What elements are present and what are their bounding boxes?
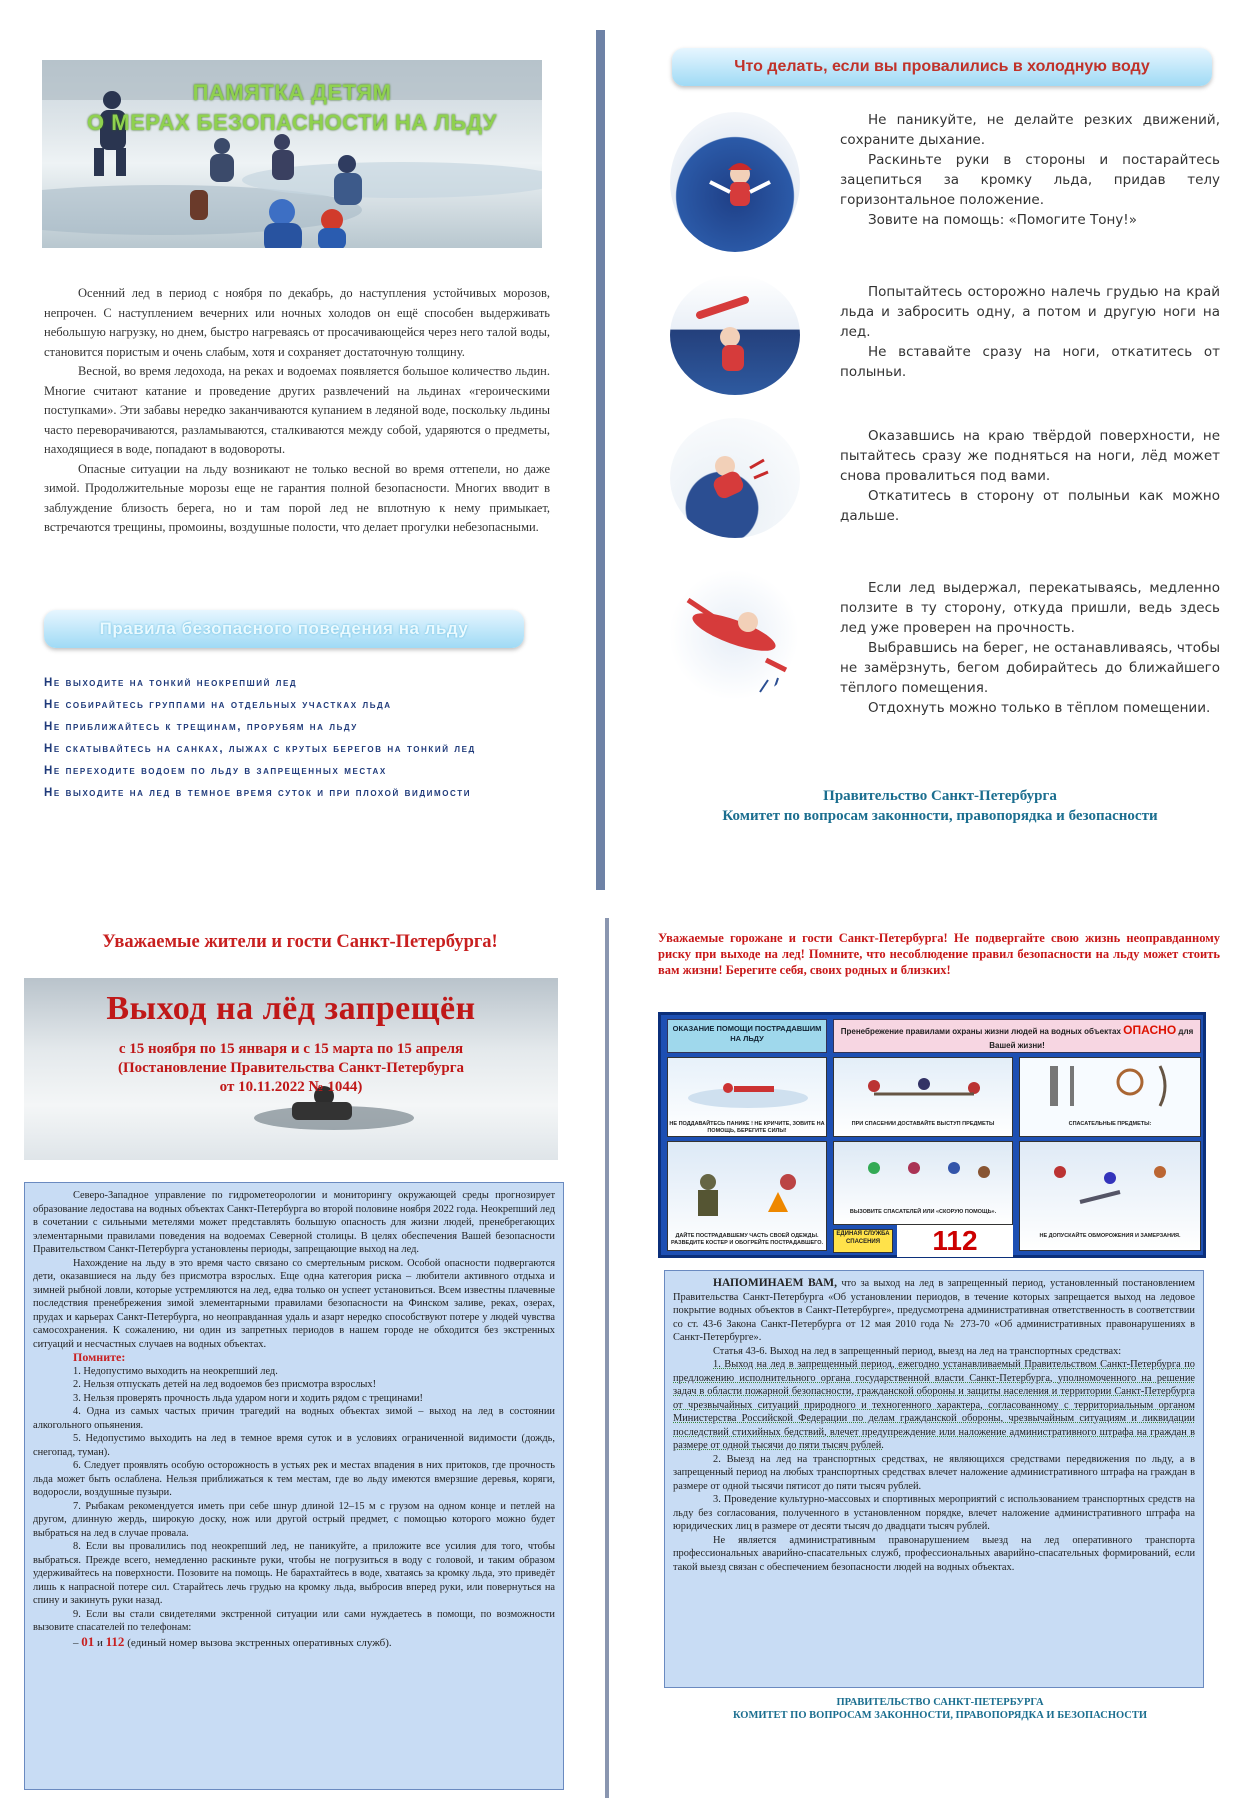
government-signature — [660, 786, 1220, 826]
rule-item: Не скатывайтесь на санках, лыжах с крутых берегов на тонкий лед — [44, 743, 476, 755]
info-box — [24, 1182, 564, 1790]
info-paragraph: Нахождение на льду в это время часто связано со смертельным риском. Особой опасности подвергаются дети, оказавшиеся на льду без присмотра взрослых. Еще одна категория риска – любители активного отдыха и зимней рыбной ловли, которые устремляются на лед, едва только он успеет установиться. Всем известны плачевные последствия пренебрежения зимой элементарными правилами безопасности на Финском заливе, реках, озерах, прудах и карьерах Санкт-Петербурга, но неоправданная удаль и азарт нередко способствуют потере у людей чувства самосохранения. К сожалению, ни один из запретных периодов в нашем городе не обходится без экстренных ситуаций и несчастных случаев на водных объектах. — [33, 1257, 555, 1350]
phone-01: 01 — [81, 1633, 95, 1649]
remember-item: 4. Одна из самых частых причин трагедий на водных объектах зимой – выход на лед в состоянии алкогольного опьянения. — [33, 1406, 555, 1431]
tip-text: Если лед выдержал, перекатываясь, медленно ползите в ту сторону, откуда пришли, ведь здесь лед уже проверен на прочность. — [840, 580, 1220, 636]
remember-item: 9. Если вы стали свидетелями экстренной ситуации или сами нуждаетесь в помощи, по возможности вызовите спасателей по телефонам: — [33, 1608, 555, 1633]
leaflet-ice-exit-prohibited — [0, 910, 600, 1806]
intro-paragraph: Осенний лед в период с ноября по декабрь, до наступления устойчивых морозов, непрочен. С наступлением вечерних или ночных холодов он ещё способен выдерживать небольшую нагрузку, но днем, быстро нагреваясь от просачивающейся через него талой воды, становится пористым и очень слабым, хотя и сохраняет достаточную толщину. — [44, 286, 550, 359]
leaflet-reminder — [640, 910, 1243, 1806]
law-reminder-box — [664, 1270, 1204, 1688]
banner-line1: с 15 ноября по 15 января и с 15 марта по 15 апреля — [118, 1041, 464, 1057]
poster-panel — [1019, 1057, 1201, 1137]
remember-item: 3. Нельзя проверять прочность льда ударом ноги и ходить рядом с трещинами! — [73, 1392, 424, 1404]
footer-line2: КОМИТЕТ ПО ВОПРОСАМ ЗАКОННОСТИ, ПРАВОПОРЯДКА И БЕЗОПАСНОСТИ — [732, 1710, 1148, 1721]
remember-item: 6. Следует проявлять особую осторожность в устьях рек и местах впадения в них притоков, где прочность льда может быть ослаблена. Нельзя приближаться к тем местам, где во льду имеются вмерзшие деревья, коряги, водоросли, воздушные пузыри. — [33, 1460, 555, 1498]
illustration-rolling-away-icon — [670, 418, 800, 538]
page-divider-bottom — [605, 918, 609, 1798]
residents-greeting: Уважаемые жители и гости Санкт-Петербурга! — [102, 932, 498, 952]
remember-label: Помните: — [73, 1350, 126, 1364]
poster-panel — [833, 1057, 1013, 1137]
tip-block — [840, 110, 1220, 230]
emergency-number-112: 112 — [897, 1225, 1013, 1257]
tip-text: Выбравшись на берег, не останавливаясь, чтобы не замёрзнуть, бегом добирайтесь до ближайшего тёплого помещения. — [840, 640, 1220, 696]
info-text — [33, 1189, 555, 1650]
hero-photo-children-ice — [42, 60, 542, 248]
poster-caption: СПАСАТЕЛЬНЫЕ ПРЕДМЕТЫ: — [1068, 1121, 1152, 1127]
footer-signature — [660, 1696, 1220, 1722]
law-item: 3. Проведение культурно-массовых и спортивных мероприятий с использованием транспортных средств на льду без согласования, полученного в установленном порядке, влечет наложение административного штрафа на юридических лиц в размере от десяти тысяч до двадцати тысяч рублей. — [673, 1494, 1195, 1532]
leaflet-fell-through-ice — [640, 0, 1243, 900]
remember-item: 7. Рыбакам рекомендуется иметь при себе шнур длиной 12–15 м с грузом на одном конце и петлей на другом, длинную жердь, широкую доску, нож или другой острый предмет, с помощью которого можно будет выбраться на лед в случае провала. — [33, 1500, 555, 1539]
tip-text: Оказавшись на краю твёрдой поверхности, не пытайтесь сразу же подняться на ноги, лёд может снова провалиться под вами. — [840, 428, 1220, 484]
intro-paragraph: Опасные ситуации на льду возникают не только весной во время оттепели, но даже зимой. Продолжительные морозы еще не гарантия полной безопасности. Многих вводит в заблуждение близость берега, но и там порой лед не вплотную к нему примыкает, встречаются трещины, промоины, воздушные полости, что делает прогулки небезопасными. — [44, 461, 550, 534]
poster-header-left-text: ОКАЗАНИЕ ПОМОЩИ ПОСТРАДАВШИМ НА ЛЬДУ — [672, 1024, 822, 1043]
poster-caption: ВЫЗОВИТЕ СПАСАТЕЛЕЙ ИЛИ «СКОРУЮ ПОМОЩЬ». — [849, 1209, 997, 1215]
rules-heading-label: Правила безопасного поведения на льду — [99, 619, 469, 638]
law-item: 2. Выезд на лед на транспортных средствах, не являющихся средствами передвижения по льду, а в запрещенный период на любых транспортных средствах влечет наложение административного штрафа на граждан в размере от одной тысячи пятисот до пяти тысяч рублей. — [673, 1453, 1195, 1492]
illustration-crawling-icon — [668, 570, 800, 700]
tip-text: Не паникуйте, не делайте резких движений, сохраните дыхание. — [840, 112, 1220, 148]
reminder-bold: НАПОМИНАЕМ ВАМ, — [713, 1277, 837, 1289]
banner-dates — [24, 1040, 558, 1097]
rescue-service-text: ЕДИНАЯ СЛУЖБА СПАСЕНИЯ — [836, 1231, 890, 1245]
rule-item: Не выходите на тонкий неокрепший лед — [44, 677, 298, 689]
illustration-climbing-out-icon — [670, 275, 800, 395]
tip-text: Попытайтесь осторожно налечь грудью на край льда и забросить одну, а потом и другую ноги на лед. — [840, 284, 1220, 340]
leaflet-title-line2: О МЕРАХ БЕЗОПАСНОСТИ НА ЛЬДУ — [87, 110, 497, 135]
poster-caption: ПРИ СПАСЕНИИ ДОСТАВАЙТЕ ВЫСТУП ПРЕДМЕТЫ — [851, 1121, 995, 1127]
remember-item: 1. Недопустимо выходить на неокрепший лед. — [73, 1365, 278, 1377]
rescue-service-label — [833, 1229, 893, 1253]
rule-item: Не приближайтесь к трещинам, прорубям на льду — [44, 721, 358, 733]
phone-line — [33, 1635, 555, 1651]
leaflet-title — [42, 78, 542, 138]
info-paragraph: Северо-Западное управление по гидрометеорологии и мониторингу окружающей среды прогнозирует образование ледостава на водных объектах Санкт-Петербурга во второй половине ноября 2022 года. Неокрепший лед в сочетании с сильными метелями может представлять большую опасность для жизни людей, пренебрегающих элементарными правилами поведения на водоемах Северной столицы. В целях обеспечения Вашей безопасности Правительством Санкт-Петербурга установлены периоды, запрещающие выход на лед. — [33, 1190, 555, 1255]
poster-panel — [667, 1057, 827, 1137]
reminder-rest: что за выход на лед в запрещенный период, установленный постановлением Правительства Санкт-Петербурга «Об установлении периодов, в течение которых запрещается выход на ледовое покрытие водных объектов в Санкт-Петербурге», предусмотрена административная ответственность в соответствии со ст. 43-6 Закона Санкт-Петербурга от 12 мая 2010 года № 273-70 «Об административных правонарушениях в Санкт-Петербурге». — [673, 1278, 1195, 1343]
banner-title: Выход на лёд запрещён — [106, 990, 476, 1027]
tip-text: Раскиньте руки в стороны и постарайтесь зацепиться за кромку льда, придав телу горизонтальное положение. — [840, 152, 1220, 208]
poster-header-right-1: Пренебрежение правилами охраны жизни людей на водных объектах — [840, 1027, 1121, 1036]
law-text — [673, 1277, 1195, 1574]
tip-block — [840, 578, 1220, 718]
phone-dash: – — [73, 1636, 79, 1649]
article-title: Статья 43-6. Выход на лед в запрещенный период, выезд на лед на транспортных средствах: — [713, 1345, 1122, 1357]
illustration-falling-in-icon — [670, 112, 800, 252]
intro-paragraph: Весной, во время ледохода, на реках и водоемах появляется большое количество льдин. Многие считают катание и проведение других развлечений на льдинах «героическими поступками». Эти забавы нередко заканчиваются купанием в ледяной воде, поскольку льдины часто переворачиваются, разламываются, сталкиваются между собой, ударяются о предметы, находящиеся в воде, попадают в водовороты. — [44, 364, 550, 456]
poster-panel — [667, 1141, 827, 1251]
rule-item: Не собирайтесь группами на отдельных участках льда — [44, 699, 392, 711]
poster-caption: ДАЙТЕ ПОСТРАДАВШЕМУ ЧАСТЬ СВОЕЙ ОДЕЖДЫ. РАЗВЕДИТЕ КОСТЕР И ОБОГРЕЙТЕ ПОСТРАДАВШЕГО. — [670, 1233, 823, 1246]
phone-112: 112 — [105, 1633, 125, 1649]
rule-item: Не переходите водоем по льду в запрещенных местах — [44, 765, 387, 777]
tip-text: Зовите на помощь: «Помогите Тону!» — [868, 212, 1137, 228]
tip-block — [840, 426, 1220, 526]
fell-through-heading-label: Что делать, если вы провалились в холодную воду — [734, 58, 1150, 75]
tip-block — [840, 282, 1220, 382]
rules-heading — [44, 610, 524, 648]
poster-caption: НЕ ДОПУСКАЙТЕ ОБМОРОЖЕНИЯ И ЗАМЕРЗАНИЯ. — [1039, 1233, 1181, 1239]
rules-list — [44, 672, 550, 804]
tip-text: Не вставайте сразу на ноги, откатитесь от полыньи. — [840, 344, 1220, 380]
poster-header-right — [833, 1019, 1201, 1053]
poster-header-left — [667, 1019, 827, 1053]
poster-opasno: ОПАСНО — [1123, 1023, 1177, 1037]
gov-line2: Комитет по вопросам законности, правопорядка и безопасности — [722, 808, 1158, 824]
footer-line1: ПРАВИТЕЛЬСТВО САНКТ-ПЕТЕРБУРГА — [836, 1697, 1044, 1708]
remember-item: 8. Если вы провалились под неокрепший лед, не паникуйте, а приложите все усилия для того, чтобы выбраться. Прежде всего, немедленно раскиньте руки, чтобы не погрузиться в воду с головой, и таким образом удерживайтесь на поверхности. Позовите на помощь. Не барахтайтесь в воде, хватаясь за кромку льда, это приведёт лишь к напрасной потере сил. Старайтесь лечь грудью на кромку льда, выбросив вперед руки, или повернуться на спину и закинуть руки назад. — [33, 1541, 555, 1606]
gov-line1: Правительство Санкт-Петербурга — [823, 788, 1057, 804]
remember-item: 2. Нельзя отпускать детей на лед водоемов без присмотра взрослых! — [73, 1379, 377, 1390]
fell-through-heading — [672, 48, 1212, 86]
poster-panel — [833, 1141, 1013, 1225]
leaflet-children — [0, 0, 600, 900]
safety-poster — [658, 1012, 1206, 1258]
poster-panel — [1019, 1141, 1201, 1251]
leaflet-title-line1: ПАМЯТКА ДЕТЯМ — [192, 80, 392, 105]
warning-text: Уважаемые горожане и гости Санкт-Петербурга! Не подвергайте свою жизнь неоправданному риску при выходе на лед! Помните, что несоблюдение правил безопасности на льду может стоить вам жизни! Берегите себя, своих родных и близких! — [658, 931, 1220, 977]
phone-and: и — [97, 1636, 103, 1649]
banner-line3: от 10.11.2022 № 1044) — [219, 1079, 363, 1095]
banner-photo-person-in-ice — [24, 978, 558, 1160]
poster-caption: НЕ ПОДДАВАЙТЕСЬ ПАНИКЕ ! НЕ КРИЧИТЕ, ЗОВИТЕ НА ПОМОЩЬ, БЕРЕГИТЕ СИЛЫ! — [669, 1121, 825, 1134]
rule-item: Не выходите на лед в темное время суток и при плохой видимости — [44, 787, 472, 799]
banner-line2: (Постановление Правительства Санкт-Петербурга — [117, 1060, 465, 1076]
law-item: 1. Выход на лед в запрещенный период, ежегодно устанавливаемый Правительством Санкт-Петербурга по предложению исполнительного органа государственной власти Санкт-Петербурга, уполномоченного на решение задач в области пожарной безопасности, гражданской обороны и защиты населения и территории Санкт-Петербурга от чрезвычайных ситуаций природного и техногенного характера, согласованному с территориальным органом Министерства Российской Федерации по делам гражданской обороны, чрезвычайным ситуациям и ликвидации последствий стихийных бедствий, влечет предупреждение или наложение административного штрафа на граждан в размере от одной тысячи до пяти тысяч рублей. — [673, 1359, 1195, 1451]
phone-note: (единый номер вызова экстренных оперативных служб). — [127, 1636, 392, 1649]
law-item: Не является административным правонарушением выезд на лед оперативного транспорта профессиональных аварийно-спасательных служб, профессиональных аварийно-спасательных формирований, если такой выезд связан с обеспечением безопасности людей на водных объектах. — [673, 1534, 1195, 1573]
poster-header-right-2: для Вашей жизни! — [989, 1027, 1194, 1050]
reminder-paragraph — [673, 1277, 1195, 1345]
tip-text: Откатитесь в сторону от полыньи как можно дальше. — [840, 488, 1220, 524]
remember-item: 5. Недопустимо выходить на лед в темное время суток и в условиях ограниченной видимости (дождь, снегопад, туман). — [33, 1433, 555, 1458]
tip-text: Отдохнуть можно только в тёплом помещении. — [868, 700, 1211, 716]
intro-text — [44, 284, 550, 538]
